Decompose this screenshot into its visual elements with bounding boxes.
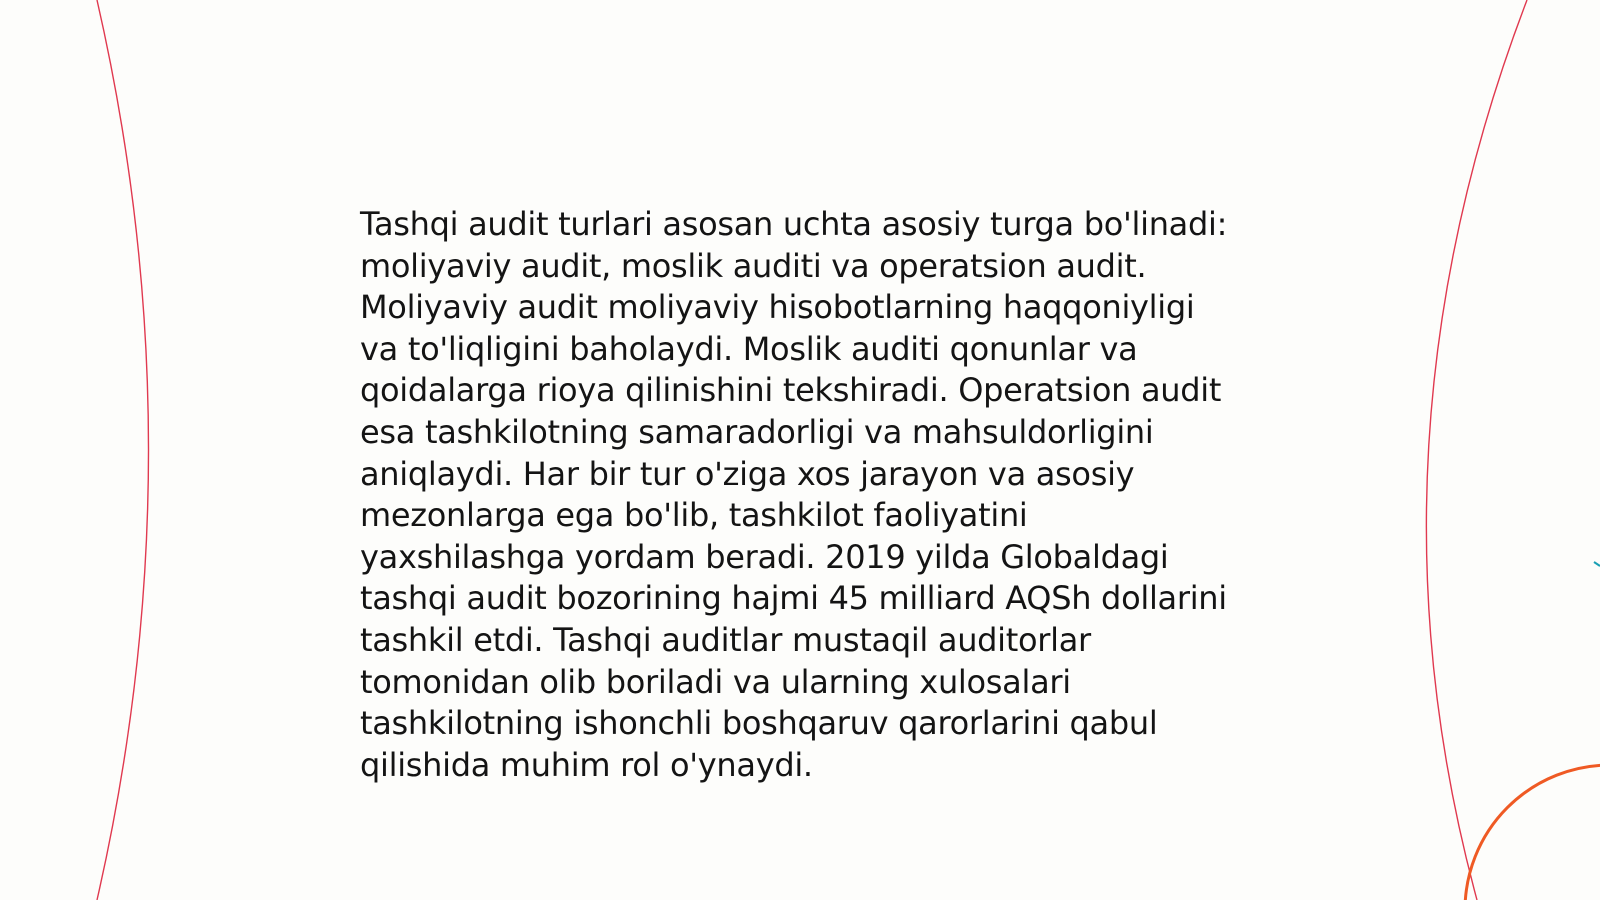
left-curve xyxy=(97,0,149,900)
right-curve xyxy=(1426,0,1527,900)
orange-arc xyxy=(1465,765,1600,900)
teal-accent xyxy=(1594,562,1600,566)
body-text: Tashqi audit turlari asosan uchta asosiy turga bo'linadi: moliyaviy audit, moslik auditi va operatsion audit. Moliyaviy audit moliyaviy hisobotlarning haqqoniyligi va to'liqligini baholaydi. Moslik auditi qonunlar va qoidalarga rioya qilinishini tekshiradi. Operatsion audit esa tashkilotning samaradorligi va mahsuldorligini aniqlaydi. Har bir tur o'ziga xos jarayon va asosiy mezonlarga ega bo'lib, tashkilot faoliyatini yaxshilashga yordam beradi. 2019 yilda Globaldagi tashqi audit bozorining hajmi 45 milliard AQSh dollarini tashkil etdi. Tashqi auditlar mustaqil auditorlar tomonidan olib boriladi va ularning xulosalari tashkilotning ishonchli boshqaruv qarorlarini qabul qilishida muhim rol o'ynaydi. xyxy=(360,205,1228,784)
